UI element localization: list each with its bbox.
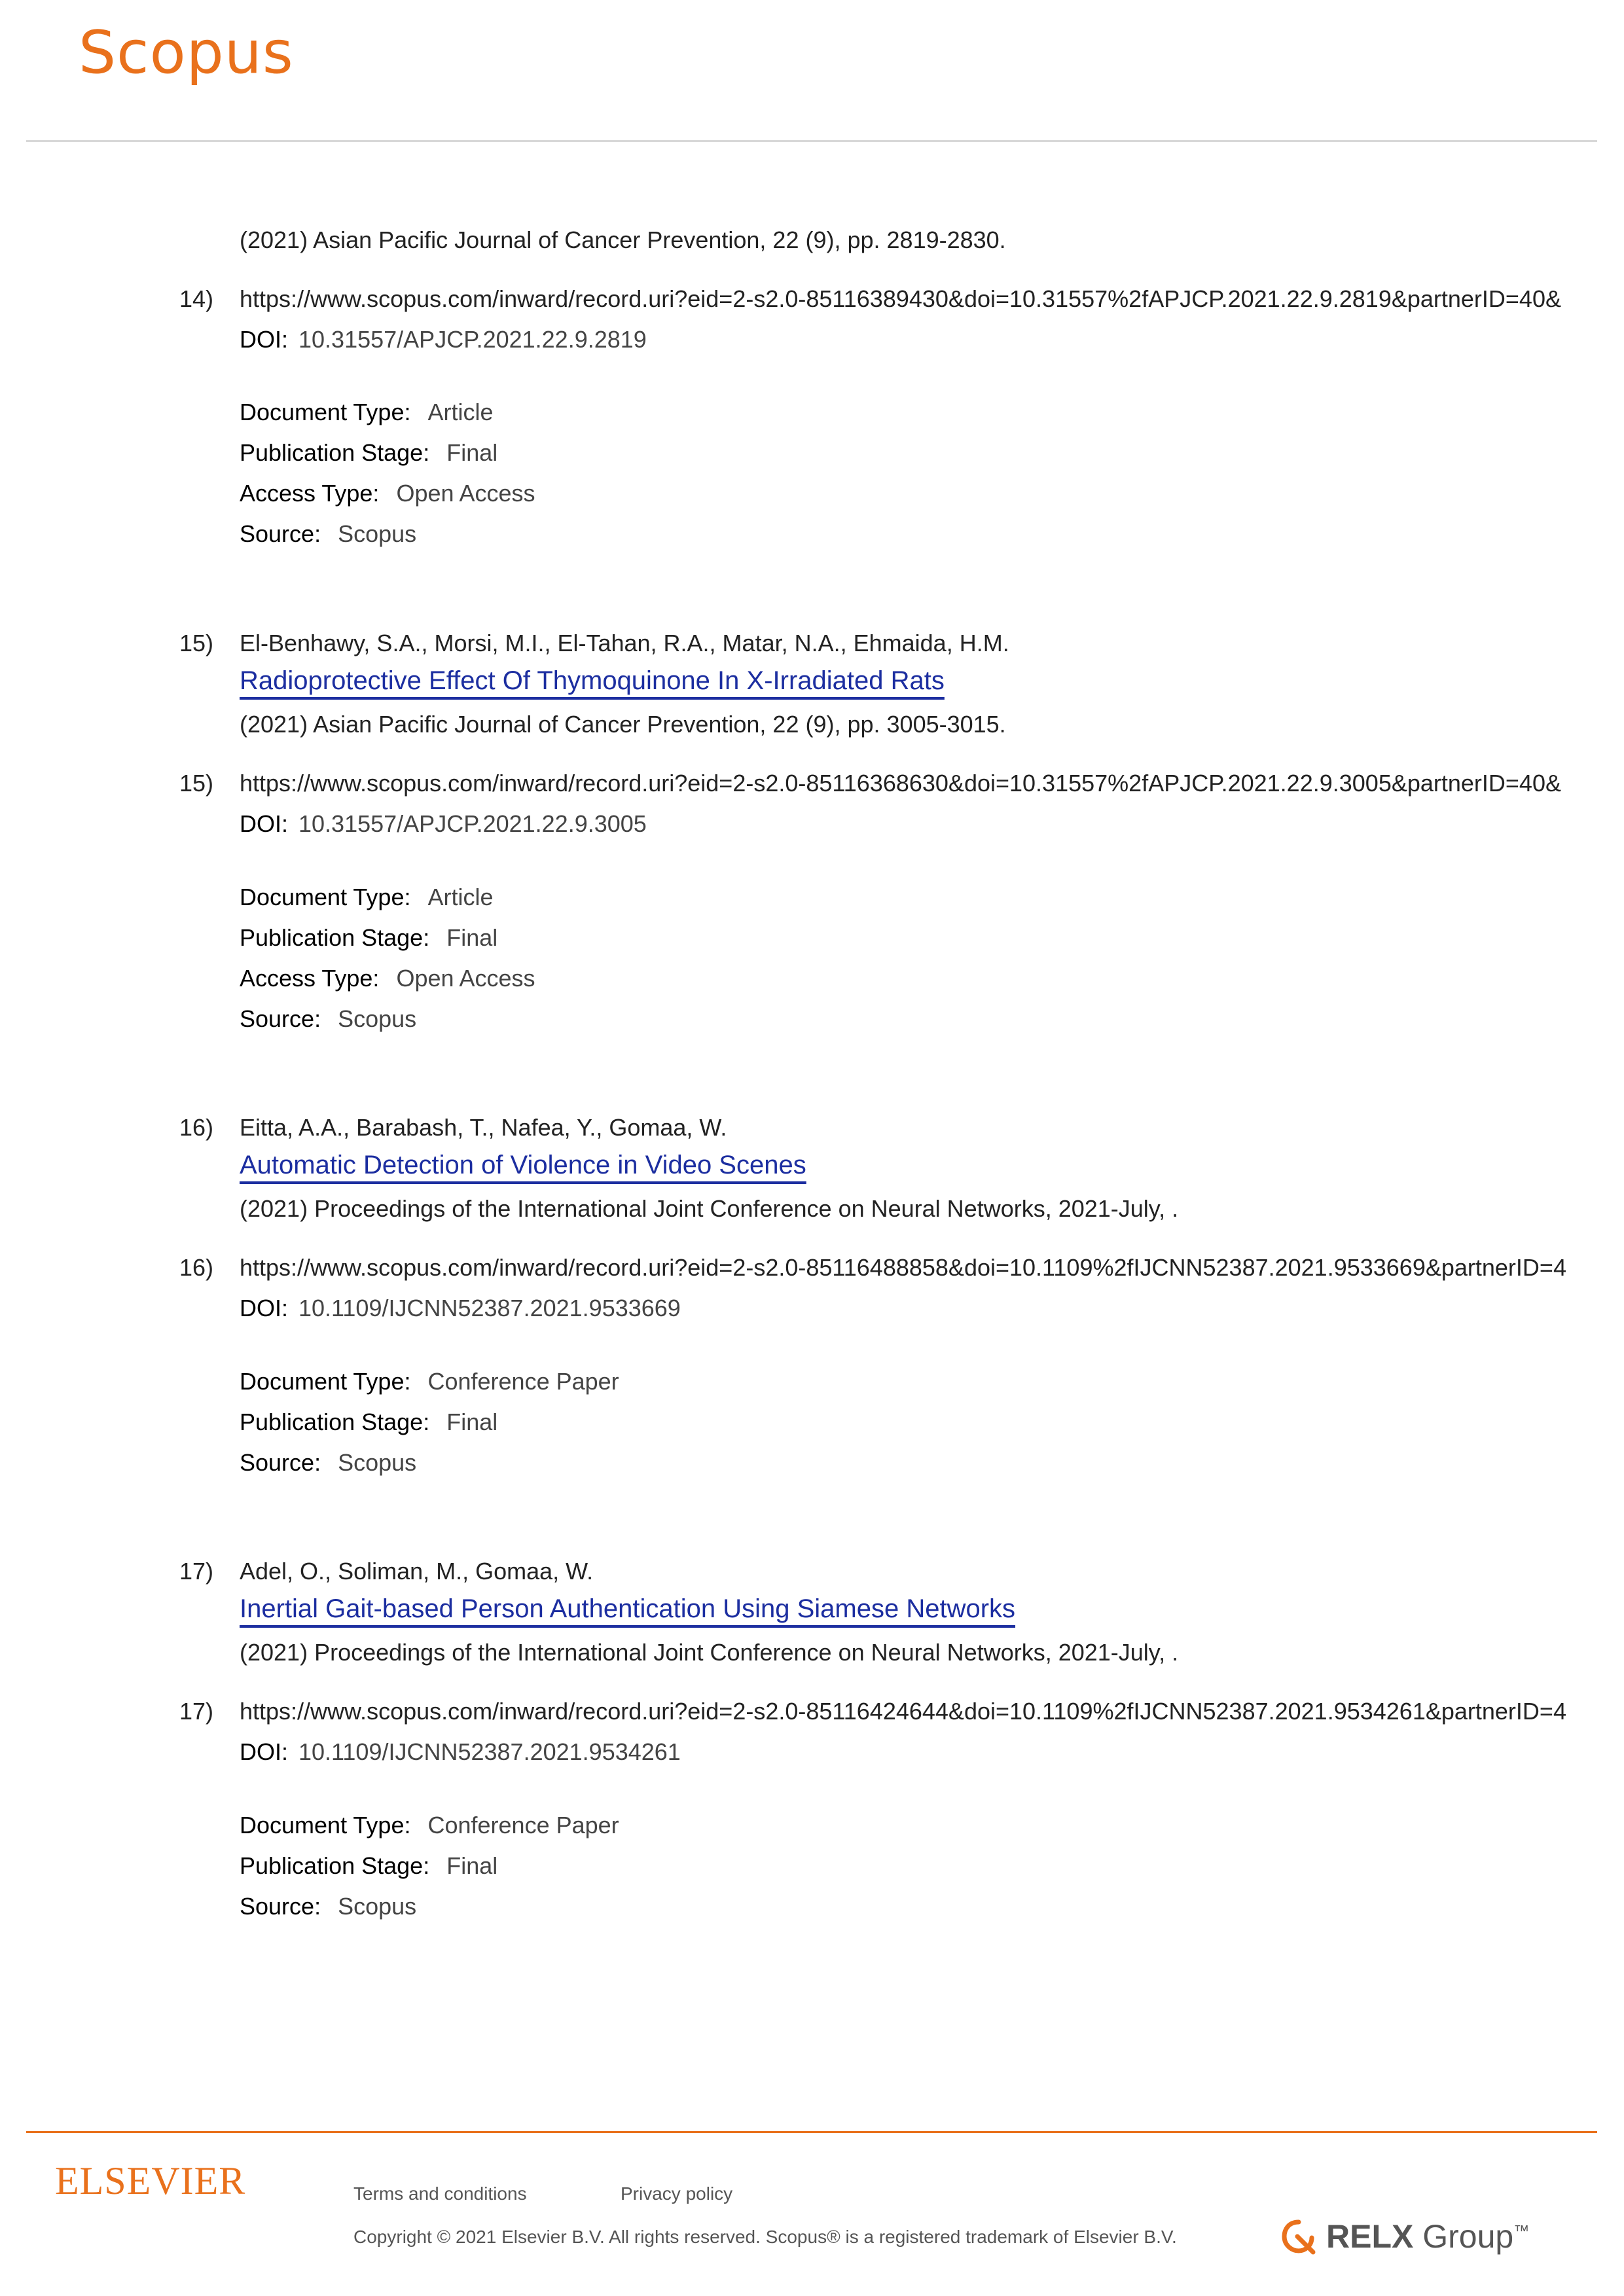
doi-value[interactable]: 10.1109/IJCNN52387.2021.9533669 bbox=[298, 1295, 681, 1321]
field-publication-stage: Publication Stage: Final bbox=[240, 1852, 498, 1879]
field-access-type: Access Type: Open Access bbox=[240, 965, 535, 992]
record-citation: (2021) Asian Pacific Journal of Cancer Prevention, 22 (9), pp. 3005-3015. bbox=[240, 711, 1006, 738]
record-url[interactable]: https://www.scopus.com/inward/record.uri?eid=2-s2.0-85116389430&doi=10.31557%2fAPJCP.2021.22.9.2819&partnerID=40& bbox=[240, 285, 1561, 312]
field-document-type: Document Type: Conference Paper bbox=[240, 1812, 619, 1839]
copyright-text: Copyright © 2021 Elsevier B.V. All rights reserved. Scopus® is a registered trademark of Elsevier B.V. bbox=[353, 2227, 1177, 2247]
field-publication-stage: Publication Stage: Final bbox=[240, 924, 498, 951]
record-doi bbox=[240, 1295, 681, 1322]
record-doi bbox=[240, 326, 647, 353]
record-number: 16) bbox=[179, 1114, 214, 1141]
record-number: 17) bbox=[179, 1558, 214, 1585]
record-citation: (2021) Proceedings of the International Joint Conference on Neural Networks, 2021-July, . bbox=[240, 1195, 1179, 1222]
record-url[interactable]: https://www.scopus.com/inward/record.uri?eid=2-s2.0-85116488858&doi=10.1109%2fIJCNN52387.2021.9533669&partnerID=4 bbox=[240, 1254, 1566, 1281]
doi-label: DOI: bbox=[240, 810, 289, 837]
record-title-link[interactable]: Inertial Gait-based Person Authentication Using Siamese Networks bbox=[240, 1594, 1016, 1623]
field-source: Source: Scopus bbox=[240, 1893, 417, 1920]
record-number: 17) bbox=[179, 1698, 214, 1725]
field-document-type: Document Type: Article bbox=[240, 399, 494, 425]
record-number: 14) bbox=[179, 285, 214, 312]
relx-mark-icon bbox=[1279, 2217, 1318, 2256]
field-publication-stage: Publication Stage: Final bbox=[240, 1408, 498, 1435]
record-citation: (2021) Asian Pacific Journal of Cancer Prevention, 22 (9), pp. 2819-2830. bbox=[240, 226, 1006, 253]
privacy-link[interactable]: Privacy policy bbox=[621, 2183, 733, 2204]
relx-wordmark: RELX Group™ bbox=[1326, 2218, 1530, 2255]
header-divider bbox=[26, 140, 1597, 142]
record-authors: El-Benhawy, S.A., Morsi, M.I., El-Tahan, R.A., Matar, N.A., Ehmaida, H.M. bbox=[240, 630, 1009, 656]
record-url[interactable]: https://www.scopus.com/inward/record.uri?eid=2-s2.0-85116424644&doi=10.1109%2fIJCNN52387.2021.9534261&partnerID=4 bbox=[240, 1698, 1566, 1725]
doi-value[interactable]: 10.31557/APJCP.2021.22.9.3005 bbox=[298, 810, 647, 837]
record-doi bbox=[240, 810, 647, 838]
terms-link[interactable]: Terms and conditions bbox=[353, 2183, 527, 2204]
record-number: 16) bbox=[179, 1254, 214, 1281]
doi-value[interactable]: 10.31557/APJCP.2021.22.9.2819 bbox=[298, 326, 647, 353]
record-authors: Adel, O., Soliman, M., Gomaa, W. bbox=[240, 1558, 594, 1585]
doi-label: DOI: bbox=[240, 1738, 289, 1765]
record-url[interactable]: https://www.scopus.com/inward/record.uri?eid=2-s2.0-85116368630&doi=10.31557%2fAPJCP.2021.22.9.3005&partnerID=40& bbox=[240, 770, 1561, 797]
field-document-type: Document Type: Article bbox=[240, 884, 494, 910]
record-authors: Eitta, A.A., Barabash, T., Nafea, Y., Gomaa, W. bbox=[240, 1114, 727, 1141]
record-doi bbox=[240, 1738, 681, 1766]
doi-label: DOI: bbox=[240, 1295, 289, 1321]
record-number: 15) bbox=[179, 770, 214, 797]
field-document-type: Document Type: Conference Paper bbox=[240, 1368, 619, 1395]
scopus-logo: Scopus bbox=[79, 18, 294, 87]
footer-divider bbox=[26, 2131, 1597, 2133]
record-number: 15) bbox=[179, 630, 214, 656]
relx-logo bbox=[1279, 2214, 1529, 2259]
field-publication-stage: Publication Stage: Final bbox=[240, 439, 498, 466]
field-source: Source: Scopus bbox=[240, 1449, 417, 1476]
field-source: Source: Scopus bbox=[240, 520, 417, 547]
record-citation: (2021) Proceedings of the International Joint Conference on Neural Networks, 2021-July, . bbox=[240, 1639, 1179, 1666]
doi-value[interactable]: 10.1109/IJCNN52387.2021.9534261 bbox=[298, 1738, 681, 1765]
record-title-link[interactable]: Radioprotective Effect Of Thymoquinone In X-Irradiated Rats bbox=[240, 666, 945, 695]
elsevier-logo: ELSEVIER bbox=[55, 2159, 246, 2202]
field-access-type: Access Type: Open Access bbox=[240, 480, 535, 507]
field-source: Source: Scopus bbox=[240, 1005, 417, 1032]
doi-label: DOI: bbox=[240, 326, 289, 353]
record-title-link[interactable]: Automatic Detection of Violence in Video Scenes bbox=[240, 1151, 806, 1179]
